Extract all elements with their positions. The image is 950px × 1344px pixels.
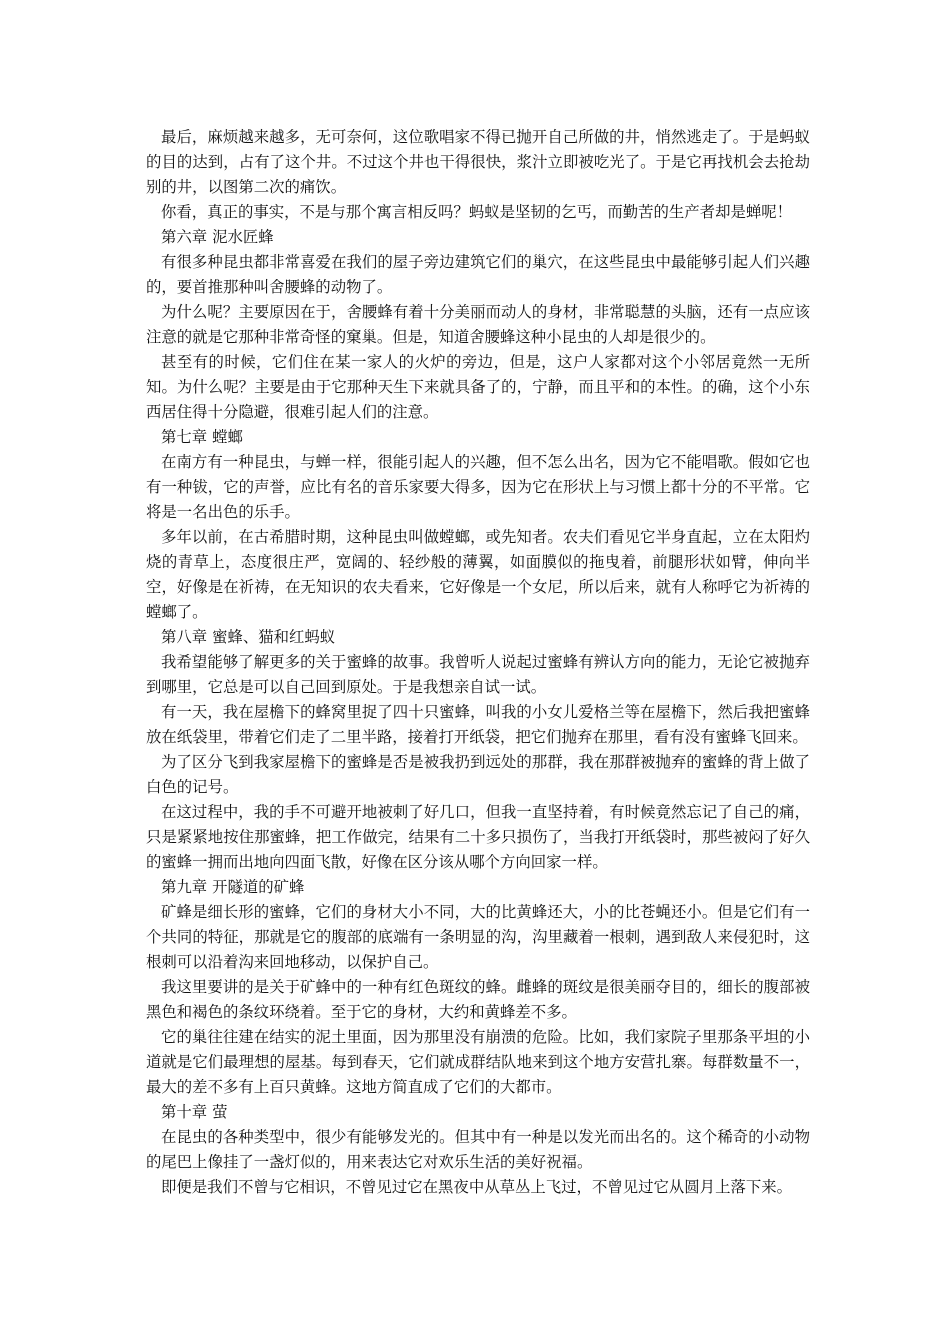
paragraph: 我希望能够了解更多的关于蜜蜂的故事。我曾听人说起过蜜蜂有辨认方向的能力，无论它被抛弃到哪里，它总是可以自己回到原处。于是我想亲自试一试。 xyxy=(146,653,810,696)
chapter-heading: 第八章 蜜蜂、猫和红蚂蚁 xyxy=(161,628,336,646)
document-page xyxy=(146,125,810,1200)
chapter-heading: 第十章 萤 xyxy=(161,1103,228,1121)
paragraph: 我这里要讲的是关于矿蜂中的一种有红色斑纹的蜂。雌蜂的斑纹是很美丽夺目的，细长的腹部被黑色和褐色的条纹环绕着。至于它的身材，大约和黄蜂差不多。 xyxy=(146,978,810,1021)
paragraph: 在这过程中，我的手不可避开地被刺了好几口，但我一直坚持着，有时候竟然忘记了自己的痛，只是紧紧地按住那蜜蜂，把工作做完，结果有二十多只损伤了，当我打开纸袋时，那些被闷了好久的蜜蜂一拥而出地向四面飞散，好像在区分该从哪个方向回家一样。 xyxy=(146,803,810,871)
paragraph: 在南方有一种昆虫，与蝉一样，很能引起人的兴趣，但不怎么出名，因为它不能唱歌。假如它也有一种钹，它的声誉，应比有名的音乐家要大得多，因为它在形状上与习惯上都十分的不平常。它将是一名出色的乐手。 xyxy=(146,453,810,521)
paragraph: 最后，麻烦越来越多，无可奈何，这位歌唱家不得已抛开自己所做的井，悄然逃走了。于是蚂蚁的目的达到，占有了这个井。不过这个井也干得很快，浆汁立即被吃光了。于是它再找机会去抢劫别的井，以图第二次的痛饮。 xyxy=(146,128,810,196)
paragraph: 你看，真正的事实，不是与那个寓言相反吗？蚂蚁是坚韧的乞丐，而勤苦的生产者却是蝉呢！ xyxy=(161,203,793,221)
chapter-heading: 第九章 开隧道的矿蜂 xyxy=(161,878,305,896)
paragraph: 有很多种昆虫都非常喜爱在我们的屋子旁边建筑它们的巢穴，在这些昆虫中最能够引起人们兴趣的，要首推那种叫舍腰蜂的动物了。 xyxy=(146,253,810,296)
paragraph: 为什么呢？主要原因在于，舍腰蜂有着十分美丽而动人的身材，非常聪慧的头脑，还有一点应该注意的就是它那种非常奇怪的窠巢。但是，知道舍腰蜂这种小昆虫的人却是很少的。 xyxy=(146,303,810,346)
paragraph: 有一天，我在屋檐下的蜂窝里捉了四十只蜜蜂，叫我的小女儿爱格兰等在屋檐下，然后我把蜜蜂放在纸袋里，带着它们走了二里半路，接着打开纸袋，把它们抛弃在那里，看有没有蜜蜂飞回来。 xyxy=(146,703,810,746)
chapter-heading: 第六章 泥水匠蜂 xyxy=(161,228,274,246)
paragraph: 即便是我们不曾与它相识，不曾见过它在黑夜中从草丛上飞过，不曾见过它从圆月上落下来。 xyxy=(161,1178,793,1196)
paragraph: 多年以前，在古希腊时期，这种昆虫叫做螳螂，或先知者。农夫们看见它半身直起，立在太阳灼烧的青草上，态度很庄严，宽阔的、轻纱般的薄翼，如面膜似的拖曳着，前腿形状如臂，伸向半空，好像是在祈祷，在无知识的农夫看来，它好像是一个女尼，所以后来，就有人称呼它为祈祷的螳螂了。 xyxy=(146,528,810,621)
paragraph: 矿蜂是细长形的蜜蜂，它们的身材大小不同，大的比黄蜂还大，小的比苍蝇还小。但是它们有一个共同的特征，那就是它的腹部的底端有一条明显的沟，沟里藏着一根刺，遇到敌人来侵犯时，这根刺可以沿着沟来回地移动，以保护自己。 xyxy=(146,903,810,971)
paragraph: 为了区分飞到我家屋檐下的蜜蜂是否是被我扔到远处的那群，我在那群被抛弃的蜜蜂的背上做了白色的记号。 xyxy=(146,753,810,796)
paragraph: 在昆虫的各种类型中，很少有能够发光的。但其中有一种是以发光而出名的。这个稀奇的小动物的尾巴上像挂了一盏灯似的，用来表达它对欢乐生活的美好祝福。 xyxy=(146,1128,810,1171)
paragraph: 它的巢往往建在结实的泥土里面，因为那里没有崩溃的危险。比如，我们家院子里那条平坦的小道就是它们最理想的屋基。每到春天，它们就成群结队地来到这个地方安营扎寨。每群数量不一，最大的差不多有上百只黄蜂。这地方简直成了它们的大都市。 xyxy=(146,1028,810,1096)
paragraph: 甚至有的时候，它们住在某一家人的火炉的旁边，但是，这户人家都对这个小邻居竟然一无所知。为什么呢？主要是由于它那种天生下来就具备了的，宁静，而且平和的本性。的确，这个小东西居住得十分隐避，很难引起人们的注意。 xyxy=(146,353,810,421)
chapter-heading: 第七章 螳螂 xyxy=(161,428,243,446)
